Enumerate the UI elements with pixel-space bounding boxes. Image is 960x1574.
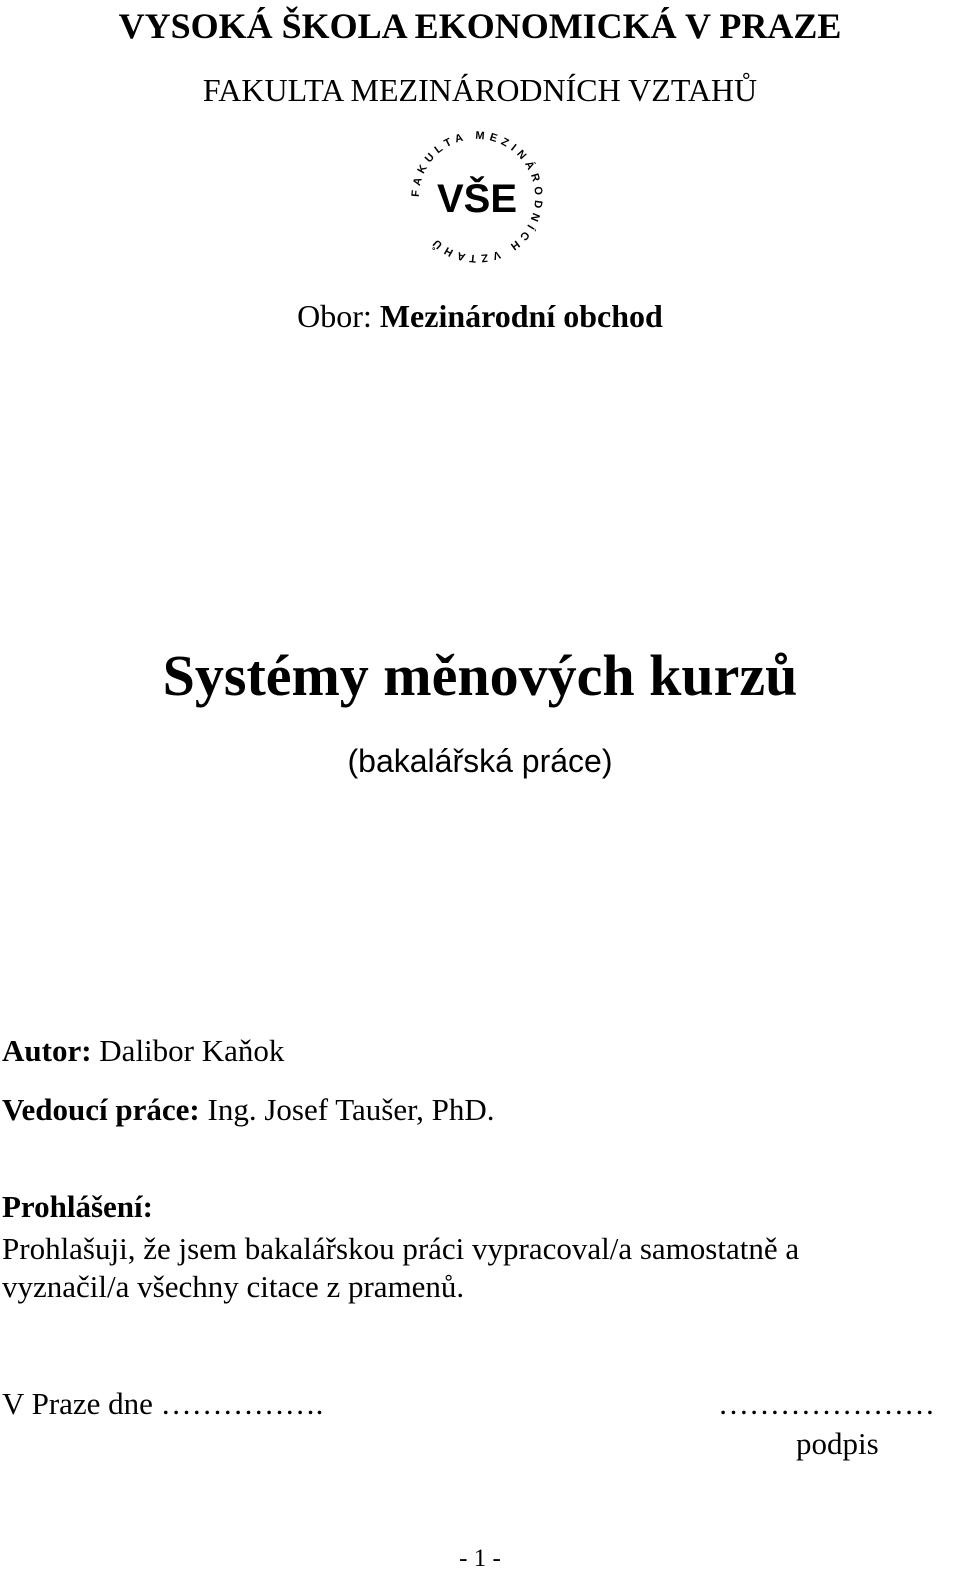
author-line xyxy=(2,1031,284,1071)
field-of-study xyxy=(0,296,960,336)
supervisor-name: Ing. Josef Taušer, PhD. xyxy=(207,1092,495,1127)
declaration-heading: Prohlášení: xyxy=(2,1189,153,1224)
thesis-type: (bakalářská práce) xyxy=(347,743,613,779)
author-name: Dalibor Kaňok xyxy=(99,1033,285,1068)
signature-line: ………………… xyxy=(718,1386,935,1421)
author-label: Autor: xyxy=(2,1033,92,1068)
field-label: Obor: xyxy=(297,298,372,334)
faculty-name: FAKULTA MEZINÁRODNÍCH VZTAHŮ xyxy=(202,72,758,108)
declaration-text-line-1: Prohlašuji, že jsem bakalářskou práci vypracoval/a samostatně a xyxy=(2,1231,800,1266)
field-value: Mezinárodní obchod xyxy=(379,298,663,334)
signature-label: podpis xyxy=(796,1426,879,1461)
thesis-title: Systémy měnových kurzů xyxy=(162,643,798,708)
supervisor-label: Vedoucí práce: xyxy=(2,1092,200,1127)
declaration-text-line-2: vyznačil/a všechny citace z pramenů. xyxy=(2,1269,465,1304)
page-number: - 1 - xyxy=(459,1545,501,1572)
logo-ring-text: FAKULTA MEZINÁRODNÍCH VZTAHŮ xyxy=(409,129,545,265)
faculty-logo xyxy=(402,122,552,272)
university-name: VYSOKÁ ŠKOLA EKONOMICKÁ V PRAZE xyxy=(118,6,842,46)
place-date: V Praze dne ……………. xyxy=(2,1386,324,1421)
faculty-seal-icon xyxy=(402,122,552,272)
supervisor-line xyxy=(2,1090,495,1130)
logo-monogram: VŠE xyxy=(436,177,518,221)
